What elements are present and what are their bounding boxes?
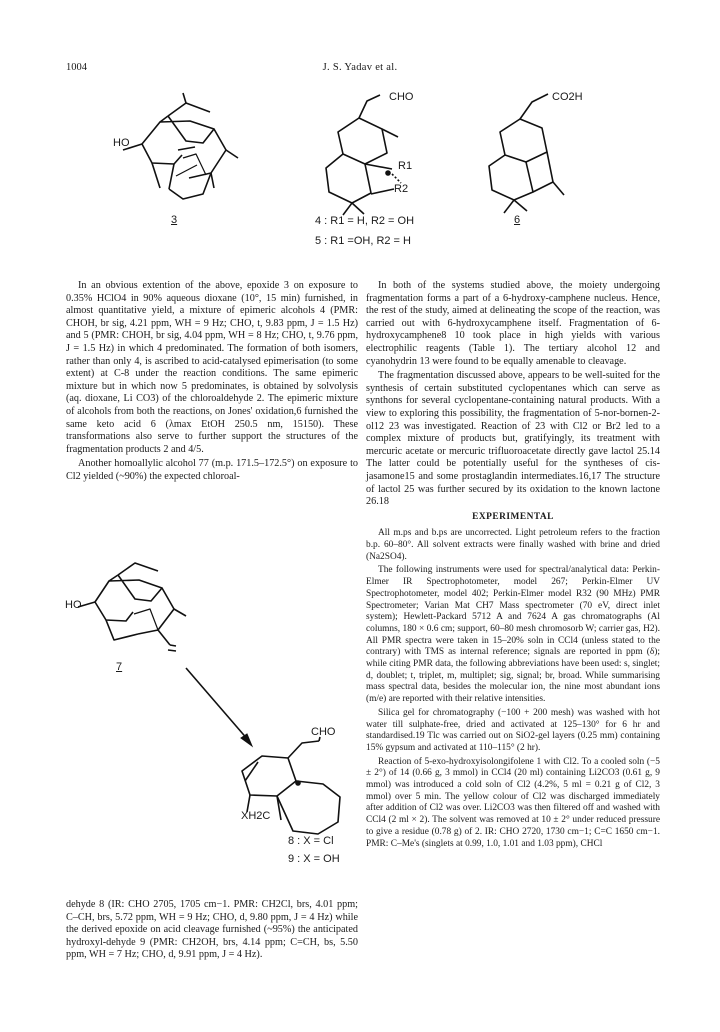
structure-figure-top [0,78,720,258]
ho-label-7: HO [65,599,82,611]
compound-8-caption: 8 : X = Cl [288,835,334,847]
reaction-arrow [186,668,249,741]
compound-6-structure [489,94,564,213]
running-head: J. S. Yadav et al. [322,62,398,73]
compound-7-structure [78,563,186,651]
paragraph: Reaction of 5-exo-hydroxyisolongifolene 1 with Cl2. To a cooled soln (−5 ± 2°) of 14 (0.66 g, 3 mmol) in CCl4 (20 ml) containing Li2CO3 (0.61 g, 9 mmol) was introduced a cold soln of Cl2 (4.2%, 5 ml = 0.21 g of Cl2, 3 mmol) over 5 min. The yellow colour of Cl2 was discharged immediately after addition of Cl2 was over. Li2CO3 was then filtered off and washed with CCl4 (2 ml × 2). The solvent was removed at 10 ± 2° under reduced pressure to give a residue (0.78 g) of 2. IR: CHO 2720, 1730 cm−1; C=C 1650 cm−1. PMR: C–Me's (singlets at 0.99, 1.0, 1.01 and 1.03 ppm), CHCl [366,756,660,849]
paragraph: The fragmentation discussed above, appears to be well-suited for the synthesis of certain substituted cyclopentanes which can serve as synthons for several cyclopentane-containing natural products. With a view to exploring this possibility, the fragmentation of 5-nor-bornen-2-ol12 23 was investigated. Reaction of 23 with Cl2 or Br2 led to a complex mixture of products but, gratifyingly, its treatment with mercuric acetate or mercuric trifluoroacetate directly gave lactol 25.14 The latter could be potentially useful for the syntheses of cis-jasamone15 and some prostaglandin intermediates.16,17 The structure of lactol 25 was further secured by its oxidation to the known lactone 26.18 [366,370,660,508]
stereocenter-dot [385,170,391,176]
paragraph: In both of the systems studied above, the moiety undergoing fragmentation forms a part of a 6-hydroxy-camphene nucleus. Hence, the rest of the study, aimed at delineating the scope of the reaction, was carried out with 6-hydroxycamphene itself. Fragmentation of 6-hydroxycamphene8 10 took place in high yields with various electrophilic reagents (Table 1). The tertiary alcohol 12 and cyanohydrin 13 were found to be equally amenable to cleavage. [366,280,660,367]
compound-9-caption: 9 : X = OH [288,853,340,865]
compound-5-caption: 5 : R1 =OH, R2 = H [315,235,411,247]
structure-figure-bottom [0,555,360,855]
right-column [366,280,660,852]
page-number: 1004 [66,62,87,73]
paragraph: dehyde 8 (IR: CHO 2705, 1705 cm−1. PMR: CH2Cl, brs, 4.01 ppm; C–CH, brs, 5.72 ppm, WH = 9 Hz; CHO, d, 9.80 ppm, J = 4 Hz) while the derived epoxide on acid cleavage furnished (~95%) the anticipated hydroxyl-dehyde 9 (PMR: CH2OH, brs, 4.14 ppm; C=CH, bs, 5.50 ppm, WH = 7 Hz; CHO, d, 9.91 ppm, J = 4 Hz). [66,899,358,961]
paragraph: Another homoallylic alcohol 77 (m.p. 171.5–172.5°) on exposure to Cl2 yielded (~90%) the expected chloroal- [66,458,358,482]
arrow-head [241,734,252,746]
cho-label-4: CHO [389,91,414,103]
compound-number-3: 3 [171,214,178,226]
cho-label-8: CHO [311,726,336,738]
compound-4-caption: 4 : R1 = H, R2 = OH [315,215,415,227]
paragraph: All m.ps and b.ps are uncorrected. Light petroleum refers to the fraction b.p. 60–80°. All solvent extracts were finally washed with brine and dried (Na2SO4). [366,528,660,562]
compound-number-7: 7 [116,661,123,673]
compound-3-structure [123,93,238,199]
ho-label-3: HO [113,137,130,149]
paragraph: The following instruments were used for spectral/analytical data: Perkin-Elmer IR Spectrophotometer, model 267; Perkin-Elmer UV Spectrophotometer, model 402; Perkin-Elmer model R32 (90 MHz) PMR Spectrometer; Varian Mat CH7 Mass spectrometer (70 eV, direct inlet system); Hewlett-Packard 5712 A and 7624 A gas chromatographs (Al columns, 180 × 0.6 cm; support, 60–80 mesh chromosorb W; carrier gas, H2). All PMR spectra were taken in 15–20% soln in CCl4 (unless stated to the contrary) with TMS as internal reference; signals are reported in ppm (δ); while citing PMR data, the following abbreviations have been used: s, singlet; d, doublet; t, triplet, m, multiplet; sig, signal; br, broad. While summarising mass spectral data, besides the molecular ion, the nine most abundant ions (m/e) are reported with their relative intensities. [366,565,660,705]
paragraph: Silica gel for chromatography (−100 + 200 mesh) was washed with hot water till sulphate-free, dried and activated at 125–130° for 6 hr and standardised.19 Tlc was carried out on SiO2-gel layers (0.25 mm) containing 15% gypsum and activated at 110–115° (2 hr). [366,707,660,753]
xh2c-label: XH2C [241,810,271,822]
r1-label: R1 [398,160,413,172]
compound-4-5-structure [326,95,401,215]
left-column-top [66,280,358,486]
co2h-label: CO2H [552,91,583,103]
section-title: EXPERIMENTAL [472,511,554,522]
compound-number-6: 6 [514,214,521,226]
left-column-bottom [66,899,358,964]
paragraph: In an obvious extention of the above, epoxide 3 on exposure to 0.35% HClO4 in 90% aqueous dioxane (10°, 15 min) furnished, in almost quantitative yield, a mixture of epimeric alcohols 4 (PMR: CHOH, br sig, 4.21 ppm, WH = 9 Hz; CHO, t, 9.83 ppm, J = 1.5 Hz) and 5 (PMR: CHOH, br sig, 4.04 ppm, WH = 8 Hz; CHO, t, 9.76 ppm, J = 1.5 Hz) in which 4 predominated. The formation of both isomers, rather than only 4, is ascribed to acid-catalysed epimerisation (to some extent) at C-8 under the reaction conditions. The same epimeric mixture but in which now 5 predominates, is obtained by solvolysis (aq. dioxane, Li CO3) of the chloroaldehyde 2. The epimeric mixture of alcohols from both the reactions, on Jones' oxidation,6 furnished the same keto acid 6 (λmax EtOH 250.5 nm, 15150). These transformations also serve to further support the structures of the fragmentation products 2 and 4/5. [66,280,358,455]
r2-label: R2 [394,183,409,195]
